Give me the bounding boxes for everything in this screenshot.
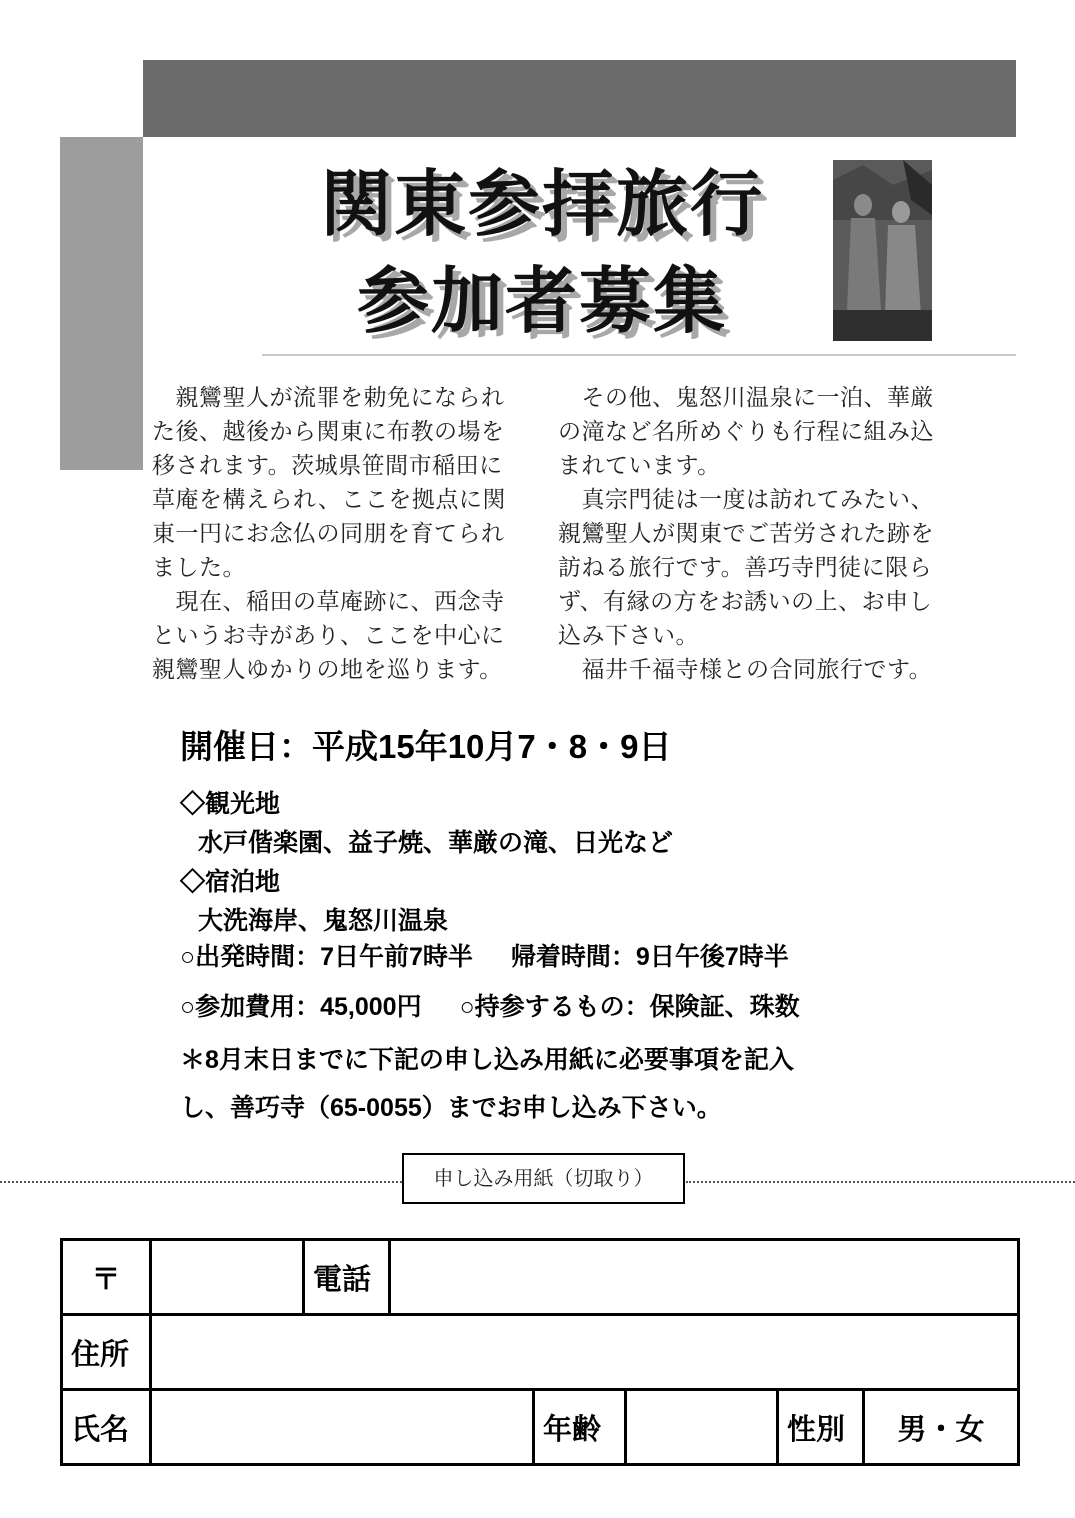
- sightseeing-heading: ◇観光地: [180, 790, 281, 818]
- age-label: 年齢: [534, 1390, 626, 1465]
- title-line-2: 参加者募集: [356, 259, 727, 343]
- title-line-1: 関東参拝旅行: [319, 162, 764, 246]
- intro-right-paragraph-3: 福井千福寺様との合同旅行です。: [558, 657, 933, 683]
- arrival-time: 帰着時間：9日午後7時半: [510, 943, 789, 971]
- name-field[interactable]: [151, 1390, 534, 1465]
- cut-label: 申し込み用紙（切取り）: [402, 1153, 685, 1204]
- intro-left-paragraph-2: 現在、稲田の草庵跡に、西念寺というお寺があり、ここを中心に親鸞聖人ゆかりの地を巡ります。: [152, 589, 505, 683]
- time-row: [180, 938, 789, 977]
- cut-line-right: [686, 1181, 1075, 1183]
- gender-label: 性別: [778, 1390, 864, 1465]
- address-label: 住所: [62, 1315, 151, 1390]
- departure-time: ○出発時間：7日午前7時半: [180, 943, 473, 971]
- name-label: 氏名: [62, 1390, 151, 1465]
- lodging-row: [180, 902, 448, 941]
- title-divider: [262, 354, 1016, 356]
- age-field[interactable]: [626, 1390, 778, 1465]
- lodging-list: 大洗海岸、鬼怒川温泉: [198, 907, 449, 935]
- sightseeing-list: 水戸偕楽園、益子焼、華厳の滝、日光など: [198, 829, 674, 857]
- statue-photo: [833, 160, 932, 341]
- sightseeing-row: [180, 824, 673, 863]
- event-date: 開催日：平成15年10月7・8・9日: [180, 728, 672, 765]
- gender-options[interactable]: 男・女: [864, 1390, 1019, 1465]
- cut-line-left: [0, 1181, 402, 1183]
- postal-field[interactable]: [151, 1240, 304, 1315]
- items-to-bring: ○持参するもの：保険証、珠数: [459, 993, 800, 1021]
- fee-row: [180, 988, 800, 1027]
- intro-right-paragraph-1: その他、鬼怒川温泉に一泊、華厳の滝など名所めぐりも行程に組み込まれています。: [558, 385, 934, 479]
- application-form: [60, 1238, 1020, 1466]
- lodging-heading: ◇宿泊地: [180, 868, 281, 896]
- participation-fee: ○参加費用：45,000円: [180, 993, 422, 1021]
- application-note-2: し、善巧寺（65-0055）までお申し込み下さい。: [180, 1094, 722, 1122]
- side-band: [60, 137, 143, 470]
- intro-right-column: [558, 381, 938, 687]
- postal-label: 〒: [62, 1240, 151, 1315]
- phone-label: 電話: [304, 1240, 390, 1315]
- phone-field[interactable]: [390, 1240, 1019, 1315]
- intro-right-paragraph-2: 真宗門徒は一度は訪れてみたい、親鸞聖人が関東でご苦労された跡を訪ねる旅行です。善巧寺門徒に限らず、有縁の方をお誘いの上、お申し込み下さい。: [558, 487, 934, 649]
- application-note-1: ＊8月末日までに下記の申し込み用紙に必要事項を記入: [180, 1046, 794, 1074]
- address-field[interactable]: [151, 1315, 1019, 1390]
- header-band: [143, 60, 1016, 137]
- intro-left-column: [152, 381, 522, 687]
- intro-left-paragraph-1: 親鸞聖人が流罪を勅免になられた後、越後から関東に布教の場を移されます。茨城県笹間市稲田に草庵を構えられ、ここを拠点に関東一円にお念仏の同朋を育てられました。: [152, 385, 506, 581]
